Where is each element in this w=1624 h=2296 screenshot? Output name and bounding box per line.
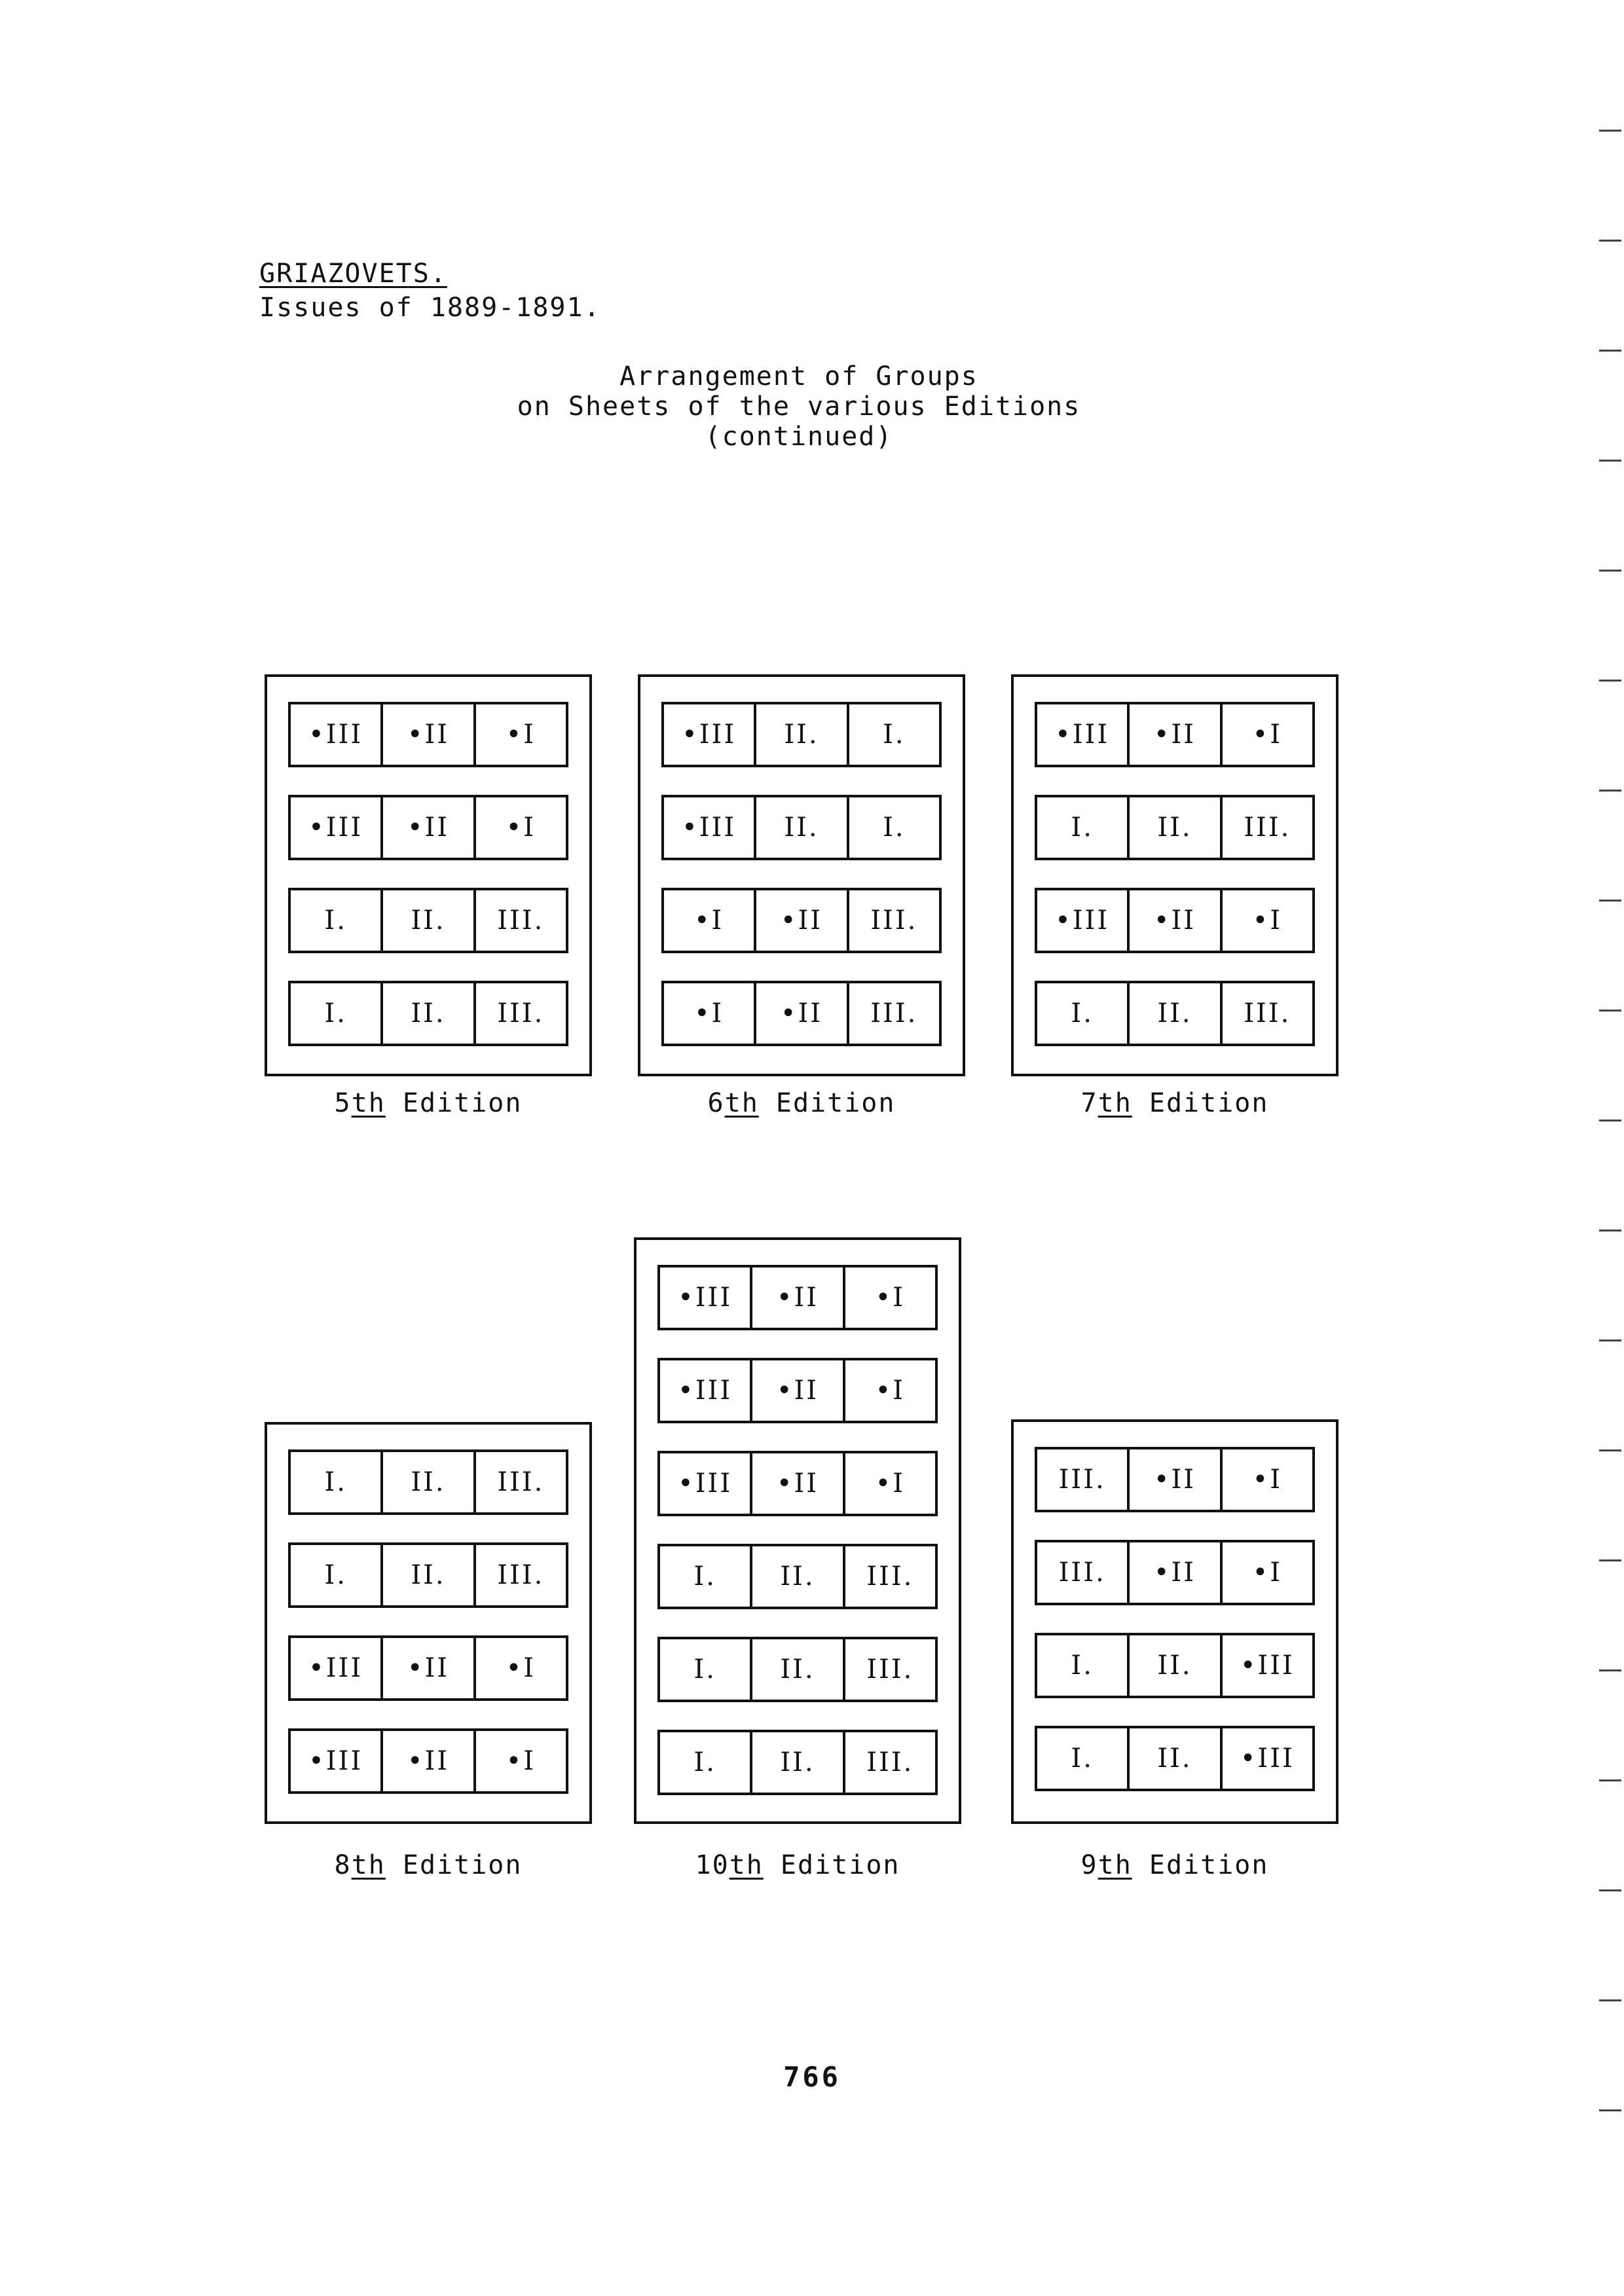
group-cell: II. xyxy=(1127,1728,1219,1789)
group-cell: I. xyxy=(693,1561,716,1592)
group-cell: •III xyxy=(308,812,363,843)
margin-tick xyxy=(1599,460,1621,462)
group-cell: III. xyxy=(1058,1558,1106,1588)
group-row xyxy=(288,981,568,1046)
margin-tick xyxy=(1599,1779,1621,1781)
group-cell: I. xyxy=(847,797,939,858)
group-cell: II. xyxy=(380,1545,473,1605)
group-row xyxy=(288,1728,568,1794)
group-cell: II. xyxy=(380,1452,473,1512)
group-cell: •I xyxy=(1220,1449,1312,1510)
group-cell: •I xyxy=(473,797,566,858)
group-cell: •I xyxy=(693,905,724,936)
group-cell: II. xyxy=(754,704,846,765)
group-cell: I. xyxy=(324,905,347,936)
group-cell: I. xyxy=(324,1560,347,1590)
group-cell: •II xyxy=(1127,704,1219,765)
group-cell: •II xyxy=(750,1360,842,1421)
group-cell: I. xyxy=(693,1747,716,1777)
edition-number: 9 xyxy=(1080,1850,1098,1880)
edition-number: 5 xyxy=(334,1088,352,1118)
group-row xyxy=(1035,888,1315,953)
document-title: GRIAZOVETS. xyxy=(259,259,447,289)
group-cell: •I xyxy=(473,1731,566,1791)
group-cell: •II xyxy=(380,704,473,765)
edition-caption xyxy=(265,1088,592,1118)
group-cell: •II xyxy=(1127,1449,1219,1510)
margin-tick xyxy=(1599,350,1621,352)
edition-caption xyxy=(638,1088,965,1118)
group-cell: •III xyxy=(1055,720,1110,750)
group-cell: III. xyxy=(473,890,566,951)
group-row xyxy=(288,1449,568,1515)
group-cell: •II xyxy=(750,1267,842,1328)
group-cell: •I xyxy=(843,1453,935,1514)
margin-tick xyxy=(1599,2109,1621,2111)
group-row xyxy=(1035,981,1315,1046)
group-cell: •I xyxy=(473,1638,566,1698)
group-cell: I. xyxy=(324,1467,347,1497)
group-cell: •III xyxy=(682,720,737,750)
group-cell: •I xyxy=(473,704,566,765)
group-cell: III. xyxy=(843,1732,935,1793)
group-cell: •II xyxy=(380,1638,473,1698)
group-cell: •III xyxy=(1055,905,1110,936)
margin-tick xyxy=(1599,1559,1621,1561)
margin-tick xyxy=(1599,680,1621,682)
edition-word: Edition xyxy=(402,1850,523,1880)
group-row xyxy=(657,1730,938,1795)
group-cell: III. xyxy=(473,983,566,1044)
group-cell: •I xyxy=(1220,890,1312,951)
group-cell: •I xyxy=(1220,704,1312,765)
sheet-diagram-edition-6 xyxy=(638,674,965,1076)
group-cell: •III xyxy=(308,1653,363,1683)
edition-caption xyxy=(265,1850,592,1880)
margin-tick xyxy=(1599,1120,1621,1121)
group-cell: II. xyxy=(380,890,473,951)
group-cell: II. xyxy=(1127,1635,1219,1696)
margin-tick xyxy=(1599,790,1621,792)
group-row xyxy=(1035,1540,1315,1605)
edition-number: 6 xyxy=(707,1088,725,1118)
edition-word: Edition xyxy=(1149,1850,1269,1880)
group-cell: III. xyxy=(847,983,939,1044)
group-cell: •III xyxy=(678,1376,733,1406)
edition-ordinal-suffix: th xyxy=(1098,1850,1132,1880)
group-cell: •II xyxy=(754,983,846,1044)
group-cell: II. xyxy=(754,797,846,858)
page-number: 766 xyxy=(783,2061,841,2093)
group-cell: I. xyxy=(1071,1743,1094,1774)
group-row xyxy=(661,795,942,860)
edition-caption xyxy=(634,1850,961,1880)
group-row xyxy=(661,888,942,953)
margin-tick xyxy=(1599,1010,1621,1011)
sheet-diagram-edition-5 xyxy=(265,674,592,1076)
heading-line-3: (continued) xyxy=(705,422,893,452)
group-row xyxy=(657,1637,938,1702)
group-cell: I. xyxy=(324,998,347,1029)
edition-word: Edition xyxy=(1149,1088,1269,1118)
group-cell: I. xyxy=(1071,1650,1094,1681)
group-cell: II. xyxy=(1127,983,1219,1044)
group-cell: III. xyxy=(843,1639,935,1700)
margin-tick xyxy=(1599,1889,1621,1891)
heading-line-1: Arrangement of Groups xyxy=(619,361,978,392)
group-cell: •I xyxy=(1220,1542,1312,1603)
group-row xyxy=(1035,795,1315,860)
margin-tick xyxy=(1599,1230,1621,1231)
group-cell: III. xyxy=(1220,797,1312,858)
edition-word: Edition xyxy=(780,1850,900,1880)
group-cell: •III xyxy=(678,1283,733,1313)
group-cell: I. xyxy=(1071,998,1094,1029)
group-cell: •III xyxy=(308,1746,363,1776)
edition-word: Edition xyxy=(402,1088,523,1118)
margin-tick xyxy=(1599,1669,1621,1671)
group-cell: III. xyxy=(473,1452,566,1512)
group-row xyxy=(1035,1726,1315,1791)
margin-tick xyxy=(1599,130,1621,132)
group-cell: •III xyxy=(678,1468,733,1499)
group-cell: •III xyxy=(682,812,737,843)
edition-number: 7 xyxy=(1080,1088,1098,1118)
group-cell: •II xyxy=(380,797,473,858)
group-cell: •II xyxy=(750,1453,842,1514)
group-cell: I. xyxy=(847,704,939,765)
group-cell: •I xyxy=(843,1267,935,1328)
edition-ordinal-suffix: th xyxy=(351,1850,386,1880)
group-row xyxy=(1035,1633,1315,1698)
group-row xyxy=(657,1265,938,1330)
margin-tick xyxy=(1599,900,1621,902)
group-cell: •III xyxy=(1220,1635,1312,1696)
group-cell: III. xyxy=(843,1546,935,1607)
group-cell: •II xyxy=(1127,890,1219,951)
margin-tick xyxy=(1599,1449,1621,1451)
edition-word: Edition xyxy=(775,1088,896,1118)
edition-ordinal-suffix: th xyxy=(724,1088,759,1118)
group-row xyxy=(657,1544,938,1609)
group-row xyxy=(661,702,942,767)
edition-ordinal-suffix: th xyxy=(729,1850,764,1880)
group-row xyxy=(661,981,942,1046)
group-cell: II. xyxy=(1127,797,1219,858)
group-row xyxy=(288,795,568,860)
group-row xyxy=(288,1635,568,1701)
group-cell: III. xyxy=(847,890,939,951)
group-row xyxy=(1035,1447,1315,1512)
sheet-diagram-edition-7 xyxy=(1011,674,1338,1076)
group-cell: II. xyxy=(750,1639,842,1700)
margin-tick xyxy=(1599,570,1621,572)
edition-caption xyxy=(1011,1088,1338,1118)
edition-number: 8 xyxy=(334,1850,352,1880)
edition-caption xyxy=(1011,1850,1338,1880)
sheet-diagram-edition-10 xyxy=(634,1237,961,1824)
group-row xyxy=(288,888,568,953)
group-cell: •II xyxy=(1127,1542,1219,1603)
group-cell: I. xyxy=(1071,812,1094,843)
group-cell: III. xyxy=(1220,983,1312,1044)
sheet-diagram-edition-9 xyxy=(1011,1419,1338,1824)
edition-ordinal-suffix: th xyxy=(351,1088,386,1118)
group-row xyxy=(657,1358,938,1423)
margin-tick xyxy=(1599,1999,1621,2001)
section-heading xyxy=(432,361,1166,452)
group-cell: •III xyxy=(1220,1728,1312,1789)
margin-tick xyxy=(1599,240,1621,242)
group-cell: II. xyxy=(750,1732,842,1793)
group-cell: •I xyxy=(693,998,724,1029)
heading-line-2: on Sheets of the various Editions xyxy=(517,392,1081,422)
issues-subtitle: Issues of 1889-1891. xyxy=(259,293,601,323)
edition-ordinal-suffix: th xyxy=(1098,1088,1132,1118)
group-cell: •II xyxy=(380,1731,473,1791)
group-cell: III. xyxy=(1058,1465,1106,1495)
margin-tick xyxy=(1599,1339,1621,1341)
group-cell: II. xyxy=(750,1546,842,1607)
group-cell: •I xyxy=(843,1360,935,1421)
group-cell: I. xyxy=(693,1654,716,1685)
group-cell: •II xyxy=(754,890,846,951)
group-row xyxy=(657,1451,938,1516)
group-row xyxy=(288,702,568,767)
group-cell: •III xyxy=(308,720,363,750)
group-cell: II. xyxy=(380,983,473,1044)
group-row xyxy=(288,1542,568,1608)
sheet-diagram-edition-8 xyxy=(265,1422,592,1824)
edition-number: 10 xyxy=(695,1850,729,1880)
group-cell: III. xyxy=(473,1545,566,1605)
group-row xyxy=(1035,702,1315,767)
